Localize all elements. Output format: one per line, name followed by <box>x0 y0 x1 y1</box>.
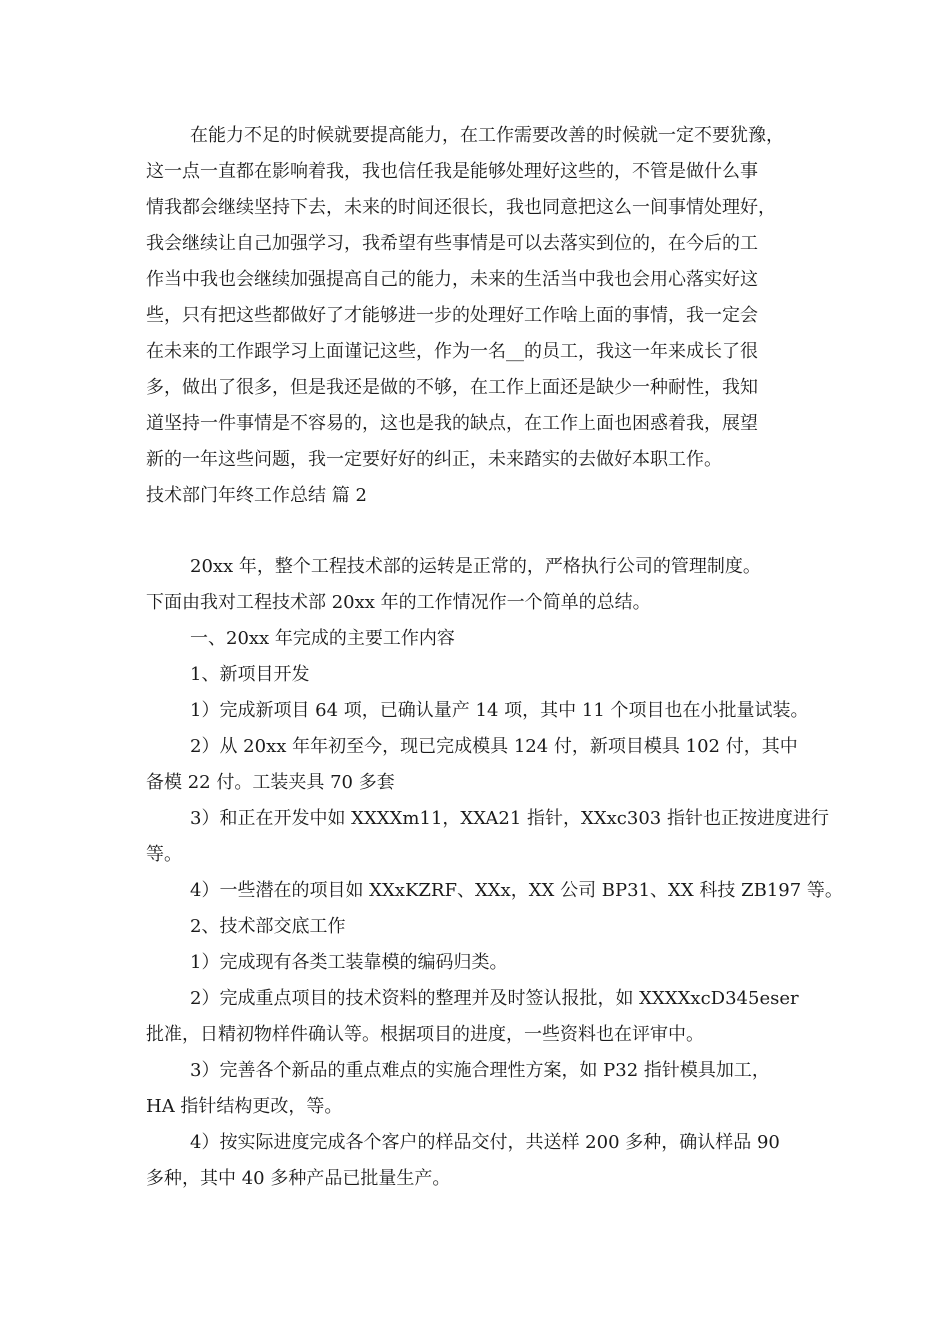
list-item: 2）从 20xx 年年初至今，现已完成模具 124 付，新项目模具 102 付，其中 <box>190 736 798 757</box>
paragraph-line: 多，做出了很多，但是我还是做的不够，在工作上面还是缺少一种耐性，我知 <box>146 377 758 398</box>
paragraph-line: 在未来的工作跟学习上面谨记这些，作为一名__的员工，我这一年来成长了很 <box>146 341 758 362</box>
section-title: 技术部门年终工作总结 篇 2 <box>146 485 367 506</box>
paragraph-line: 我会继续让自己加强学习，我希望有些事情是可以去落实到位的，在今后的工 <box>146 233 758 254</box>
subheading-handover: 2、技术部交底工作 <box>190 916 346 937</box>
paragraph-line: 这一点一直都在影响着我，我也信任我是能够处理好这些的，不管是做什么事 <box>146 161 758 182</box>
paragraph-line: 新的一年这些问题，我一定要好好的纠正，未来踏实的去做好本职工作。 <box>146 449 722 470</box>
list-item: 4）一些潜在的项目如 XXxKZRF、XXx，XX 公司 BP31、XX 科技 ZB197 等。 <box>190 880 843 901</box>
paragraph-line: 道坚持一件事情是不容易的，这也是我的缺点，在工作上面也困惑着我，展望 <box>146 413 758 434</box>
list-item: 2）完成重点项目的技术资料的整理并及时签认报批，如 XXXXxcD345eser <box>190 988 799 1009</box>
list-item: 1）完成新项目 64 项，已确认量产 14 项，其中 11 个项目也在小批量试装。 <box>190 700 809 721</box>
list-item-continuation: 多种，其中 40 多种产品已批量生产。 <box>146 1168 451 1189</box>
list-item: 3）完善各个新品的重点难点的实施合理性方案，如 P32 指针模具加工， <box>190 1060 770 1081</box>
subheading-new-projects: 1、新项目开发 <box>190 664 310 685</box>
paragraph-line: 情我都会继续坚持下去，未来的时间还很长，我也同意把这么一间事情处理好， <box>146 197 776 218</box>
list-item-continuation: 等。 <box>146 844 182 865</box>
intro-line: 下面由我对工程技术部 20xx 年的工作情况作一个简单的总结。 <box>146 592 651 613</box>
list-item: 4）按实际进度完成各个客户的样品交付，共送样 200 多种，确认样品 90 <box>190 1132 780 1153</box>
paragraph-line: 些，只有把这些都做好了才能够进一步的处理好工作啥上面的事情，我一定会 <box>146 305 758 326</box>
list-item: 3）和正在开发中如 XXXXm11，XXA21 指针，XXxc303 指针也正按进度进行 <box>190 808 829 829</box>
list-item: 1）完成现有各类工装靠模的编码归类。 <box>190 952 508 973</box>
list-item-continuation: HA 指针结构更改，等。 <box>146 1096 343 1117</box>
paragraph-line: 在能力不足的时候就要提高能力，在工作需要改善的时候就一定不要犹豫， <box>190 125 784 146</box>
intro-line: 20xx 年，整个工程技术部的运转是正常的，严格执行公司的管理制度。 <box>190 556 761 577</box>
main-heading: 一、20xx 年完成的主要工作内容 <box>190 628 455 649</box>
list-item-continuation: 备模 22 付。工装夹具 70 多套 <box>146 772 395 793</box>
paragraph-line: 作当中我也会继续加强提高自己的能力，未来的生活当中我也会用心落实好这 <box>146 269 758 290</box>
list-item-continuation: 批准，日精初物样件确认等。根据项目的进度，一些资料也在评审中。 <box>146 1024 704 1045</box>
